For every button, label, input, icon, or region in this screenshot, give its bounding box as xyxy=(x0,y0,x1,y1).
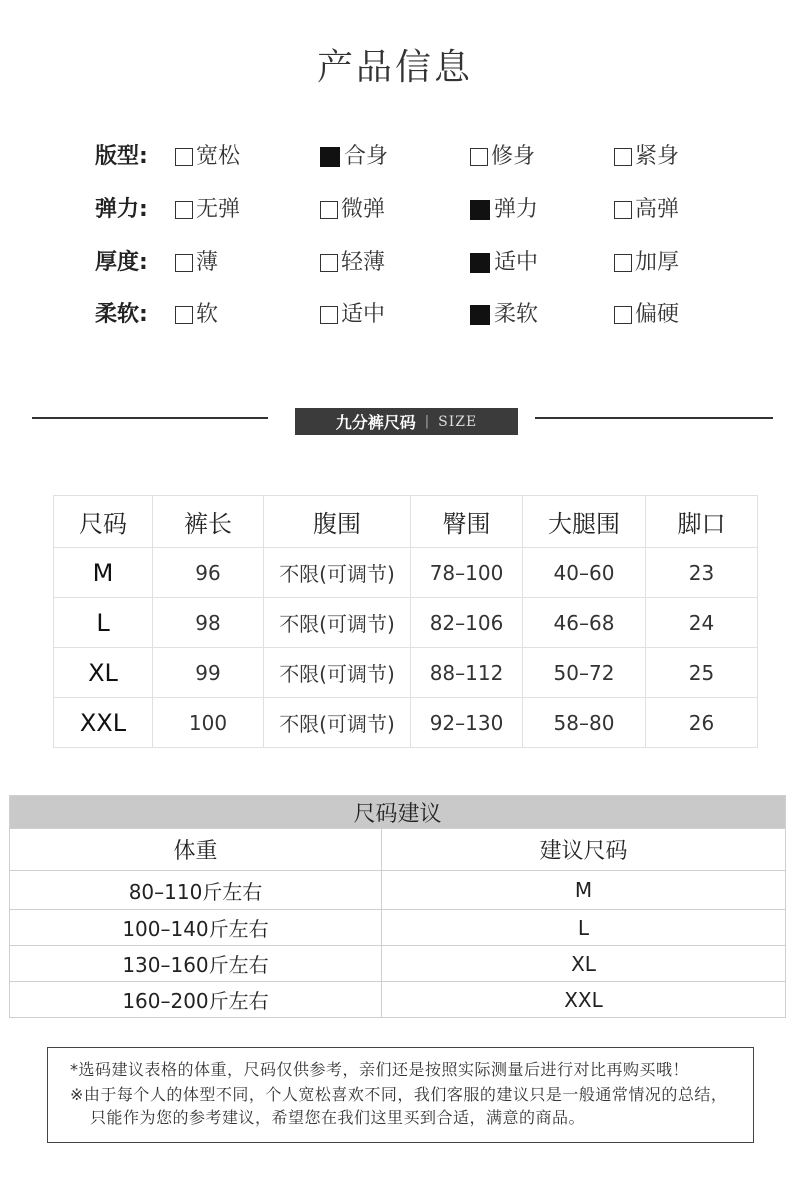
attribute-row-elasticity xyxy=(0,190,790,230)
attribute-option xyxy=(470,295,538,335)
table-cell: 46–68 xyxy=(523,598,646,648)
table-cell: 25 xyxy=(646,648,758,698)
table-row xyxy=(10,982,786,1018)
checkbox-icon xyxy=(470,200,490,220)
recommendation-title-row xyxy=(10,796,786,829)
size-cell: XL xyxy=(382,946,786,982)
option-label: 无弹 xyxy=(196,197,241,222)
attribute-option xyxy=(320,243,385,283)
attribute-option xyxy=(470,243,538,283)
attribute-row-thickness xyxy=(0,243,790,283)
checkbox-icon xyxy=(614,306,632,324)
size-banner xyxy=(295,408,518,435)
size-cell: L xyxy=(382,910,786,946)
table-cell: 98 xyxy=(153,598,264,648)
header-cell: 尺码 xyxy=(54,496,153,548)
table-cell: 40–60 xyxy=(523,548,646,598)
option-label: 高弹 xyxy=(635,197,680,222)
size-table-header-row xyxy=(54,496,758,548)
banner-divider-right xyxy=(535,417,773,419)
weight-cell: 130–160斤左右 xyxy=(10,946,382,982)
checkbox-icon xyxy=(470,148,488,166)
notes-box xyxy=(47,1047,754,1143)
attribute-option xyxy=(614,137,679,177)
option-label: 轻薄 xyxy=(341,250,386,275)
header-cell: 裤长 xyxy=(153,496,264,548)
option-label: 弹力 xyxy=(494,197,539,222)
option-label: 薄 xyxy=(196,250,219,275)
header-cell: 大腿围 xyxy=(523,496,646,548)
option-label: 紧身 xyxy=(635,144,680,169)
attribute-label: 厚度: xyxy=(95,250,148,275)
attribute-option xyxy=(320,190,385,230)
banner-subtitle: SIZE xyxy=(438,413,478,430)
table-cell: 50–72 xyxy=(523,648,646,698)
table-row xyxy=(10,946,786,982)
attribute-label: 弹力: xyxy=(95,197,148,222)
size-cell: XXL xyxy=(54,698,153,748)
weight-cell: 100–140斤左右 xyxy=(10,910,382,946)
attribute-option xyxy=(614,295,679,335)
table-cell: 26 xyxy=(646,698,758,748)
option-label: 微弹 xyxy=(341,197,386,222)
table-row xyxy=(54,598,758,648)
weight-cell: 80–110斤左右 xyxy=(10,871,382,910)
table-row xyxy=(54,698,758,748)
attribute-option xyxy=(175,243,218,283)
checkbox-icon xyxy=(614,254,632,272)
checkbox-icon xyxy=(320,254,338,272)
table-row xyxy=(54,548,758,598)
table-cell: 96 xyxy=(153,548,264,598)
table-cell: 58–80 xyxy=(523,698,646,748)
attribute-label: 柔软: xyxy=(95,302,148,327)
attribute-option xyxy=(175,190,240,230)
banner-divider-left xyxy=(32,417,268,419)
checkbox-icon xyxy=(614,201,632,219)
size-cell: M xyxy=(54,548,153,598)
attribute-row-fit xyxy=(0,137,790,177)
header-cell: 腹围 xyxy=(264,496,411,548)
checkbox-icon xyxy=(175,148,193,166)
checkbox-icon xyxy=(470,305,490,325)
option-label: 合身 xyxy=(344,144,389,169)
size-table xyxy=(53,495,758,748)
attribute-option xyxy=(470,190,538,230)
table-cell: 92–130 xyxy=(411,698,523,748)
option-label: 修身 xyxy=(491,144,536,169)
attribute-label: 版型: xyxy=(95,144,148,169)
table-row xyxy=(10,910,786,946)
header-cell: 臀围 xyxy=(411,496,523,548)
header-cell: 建议尺码 xyxy=(382,829,786,871)
table-row xyxy=(10,871,786,910)
checkbox-icon xyxy=(320,306,338,324)
table-cell: 88–112 xyxy=(411,648,523,698)
size-cell: XL xyxy=(54,648,153,698)
option-label: 适中 xyxy=(494,250,539,275)
attribute-option xyxy=(320,137,388,177)
option-label: 加厚 xyxy=(635,250,680,275)
attribute-row-softness xyxy=(0,295,790,335)
option-label: 软 xyxy=(196,302,219,327)
checkbox-icon xyxy=(175,306,193,324)
note-line: *选码建议表格的体重，尺码仅供参考，亲们还是按照实际测量后进行对比再购买哦！ xyxy=(70,1060,690,1079)
size-cell: L xyxy=(54,598,153,648)
option-label: 柔软 xyxy=(494,302,539,327)
checkbox-icon xyxy=(175,254,193,272)
weight-cell: 160–200斤左右 xyxy=(10,982,382,1018)
checkbox-icon xyxy=(175,201,193,219)
table-cell: 不限(可调节) xyxy=(264,698,411,748)
attribute-option xyxy=(175,137,240,177)
option-label: 偏硬 xyxy=(635,302,680,327)
checkbox-icon xyxy=(320,201,338,219)
size-recommendation-table xyxy=(9,795,786,1018)
banner-separator: | xyxy=(424,414,430,429)
table-cell: 24 xyxy=(646,598,758,648)
checkbox-icon xyxy=(470,253,490,273)
table-cell: 99 xyxy=(153,648,264,698)
header-cell: 脚口 xyxy=(646,496,758,548)
table-cell: 不限(可调节) xyxy=(264,648,411,698)
recommendation-header-row xyxy=(10,829,786,871)
banner-title: 九分裤尺码 xyxy=(335,413,416,432)
table-row xyxy=(54,648,758,698)
table-cell: 不限(可调节) xyxy=(264,548,411,598)
attribute-option xyxy=(175,295,218,335)
note-line: 只能作为您的参考建议，希望您在我们这里买到合适，满意的商品。 xyxy=(90,1108,586,1127)
page-title: 产品信息 xyxy=(316,47,473,88)
attribute-option xyxy=(614,243,679,283)
option-label: 宽松 xyxy=(196,144,241,169)
header-cell: 体重 xyxy=(10,829,382,871)
table-cell: 82–106 xyxy=(411,598,523,648)
note-line: ※由于每个人的体型不同，个人宽松喜欢不同，我们客服的建议只是一般通常情况的总结， xyxy=(70,1085,728,1104)
attribute-option xyxy=(614,190,679,230)
table-cell: 78–100 xyxy=(411,548,523,598)
table-cell: 不限(可调节) xyxy=(264,598,411,648)
checkbox-icon xyxy=(320,147,340,167)
recommendation-title: 尺码建议 xyxy=(10,796,786,829)
table-cell: 23 xyxy=(646,548,758,598)
option-label: 适中 xyxy=(341,302,386,327)
checkbox-icon xyxy=(614,148,632,166)
attribute-option xyxy=(320,295,385,335)
size-cell: M xyxy=(382,871,786,910)
attribute-option xyxy=(470,137,535,177)
size-cell: XXL xyxy=(382,982,786,1018)
table-cell: 100 xyxy=(153,698,264,748)
